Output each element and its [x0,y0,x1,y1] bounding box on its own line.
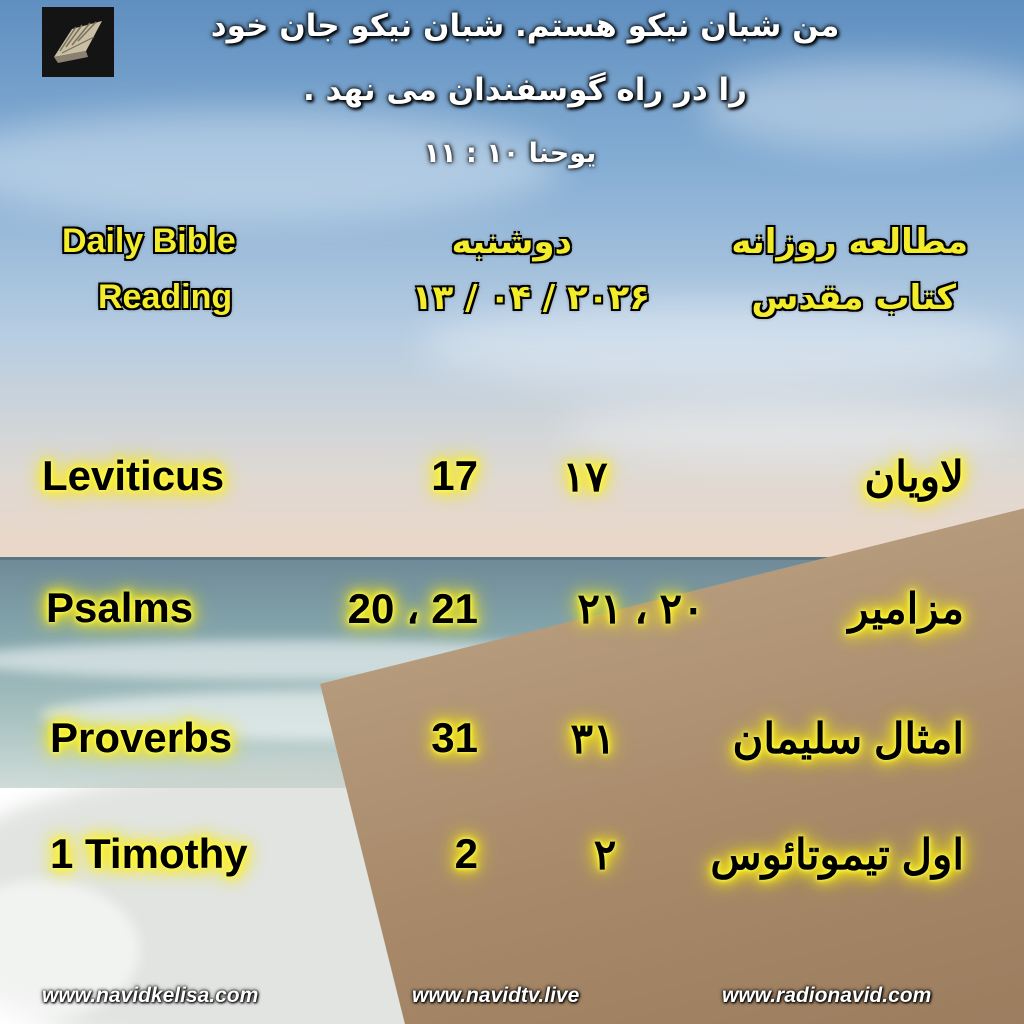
reading-1-book-en: Leviticus [42,452,225,499]
footer-link-navidtv[interactable]: www.navidtv.live [412,984,580,1007]
cloud [560,400,1020,460]
reading-3-book-en: Proverbs [50,714,233,761]
header-day: دوشنبه [451,222,572,262]
header-english-line-2: Reading [98,278,233,316]
footer-link-radionavid[interactable]: www.radionavid.com [722,984,932,1007]
reading-4-chapters-en: 2 [454,830,478,877]
reading-4-book-en: 1 Timothy [50,830,248,877]
reading-2-book-fa: مزامیر [848,585,964,632]
header-persian-line-1: مطالعه روزانه [731,222,968,262]
header-english-line-1: Daily Bible [62,222,236,260]
verse-line-2: را در راه گوسفندان می نهد . [302,72,747,108]
reading-1-chapters-fa: ۱۷ [562,453,608,500]
reading-2-chapters-en: 20 ، 21 [347,585,478,632]
reading-3-book-fa: امثال سلیمان [732,715,964,762]
reading-1-book-fa: لاویان [864,453,964,500]
reading-4-book-fa: اول تیموتائوس [710,831,964,878]
reading-2-book-en: Psalms [46,584,194,631]
reading-1-chapters-en: 17 [431,452,478,499]
reading-4-chapters-fa: ۲ [593,831,617,878]
verse-reference: یوحنا ۱۰ : ۱۱ [423,138,597,169]
reading-3-chapters-en: 31 [431,714,478,761]
verse-line-1: من شبان نیکو هستم. شبان نیکو جان خود [210,8,840,44]
open-book-logo-icon [42,7,114,77]
reading-3-chapters-fa: ۳۱ [570,715,616,762]
header-persian-line-2: کتاب مقدس [751,278,956,318]
header-date: ۲۰۲۶ / ۰۴ / ۱۳ [411,278,650,318]
footer-link-navidkelisa[interactable]: www.navidkelisa.com [42,984,259,1007]
reading-2-chapters-fa: ۲۰ ، ۲۱ [577,585,705,632]
